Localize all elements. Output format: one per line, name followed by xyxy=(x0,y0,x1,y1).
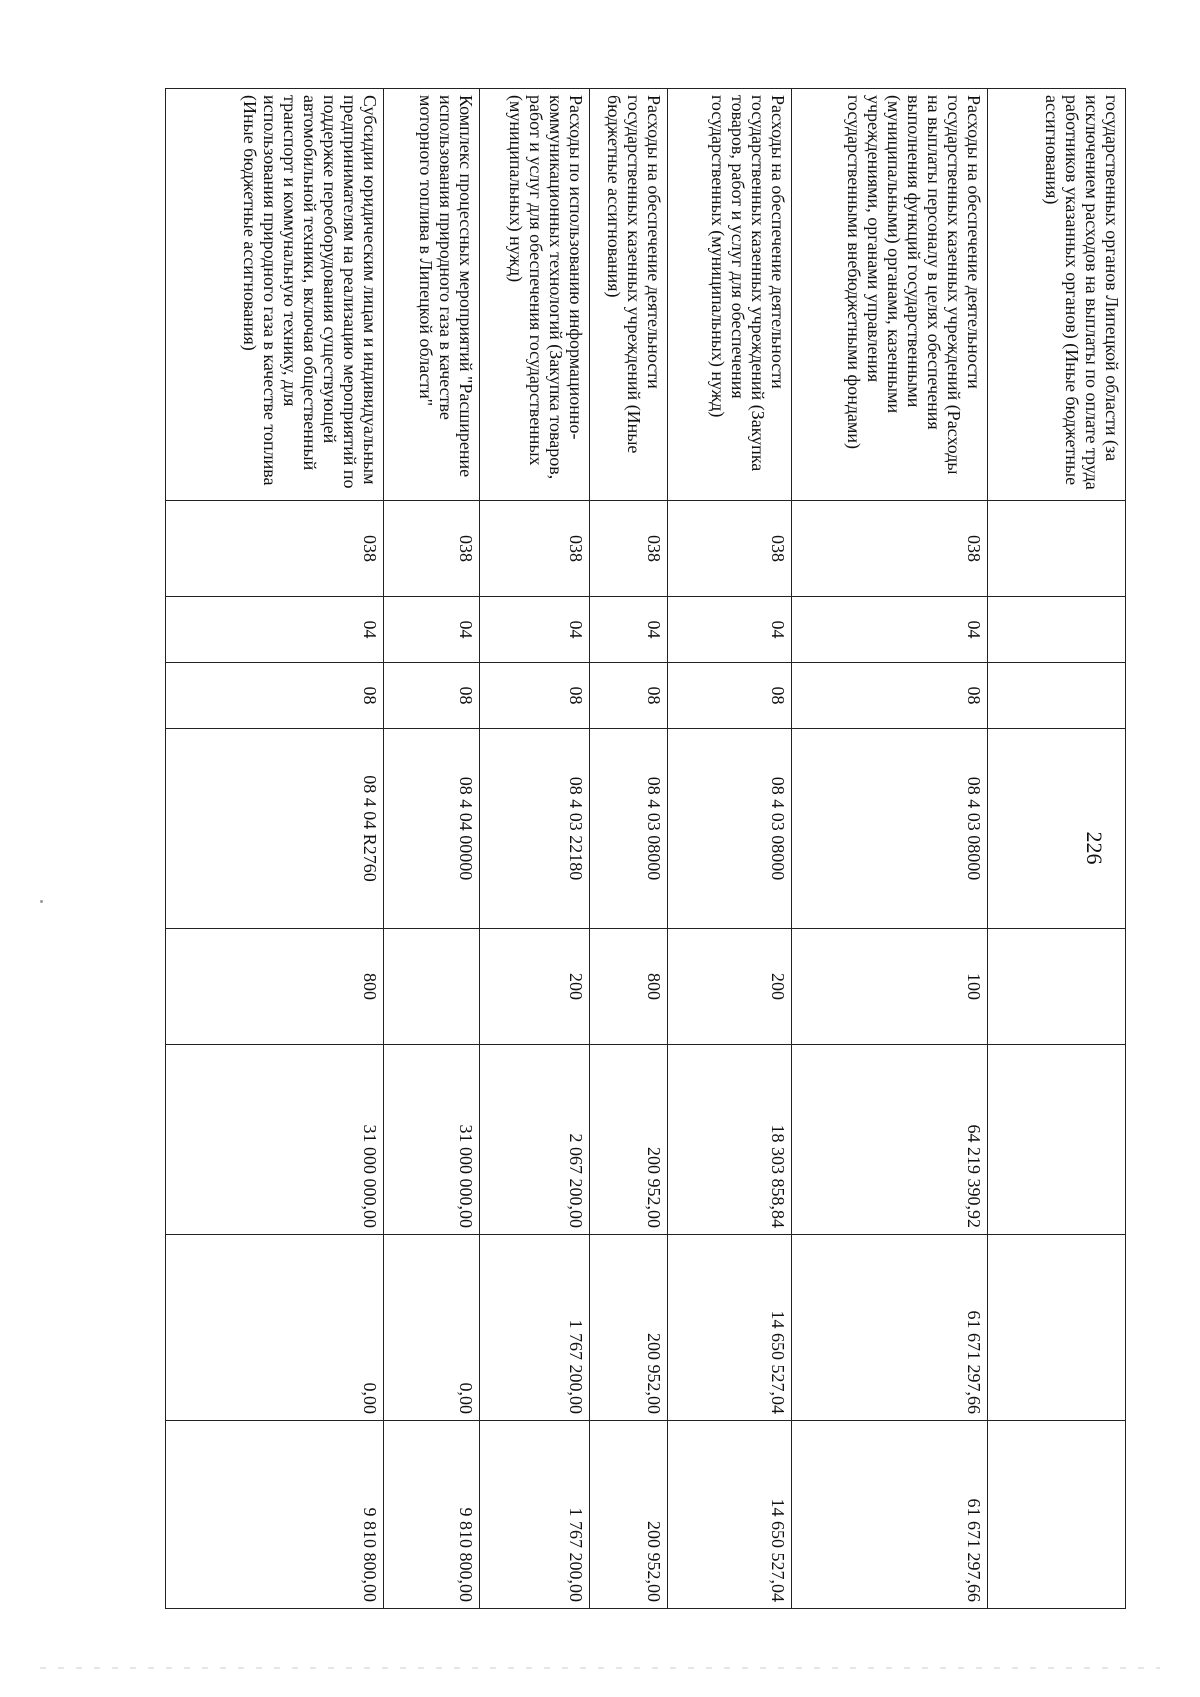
cell-csr: 08 4 04 R2760 xyxy=(166,729,384,929)
table-row xyxy=(590,89,668,1609)
row-description: Расходы на обеспечение деятельности государственных казенных учреждений (Закупка товаров, работ и услуг для обеспечения государственных (муниципальных) нужд) xyxy=(668,89,792,501)
cell-rz: 04 xyxy=(792,597,988,663)
cell-pr: 08 xyxy=(480,663,590,729)
row-description: Комплекс процессных мероприятий "Расширение использования природного газа в качестве моторного топлива в Липецкой области" xyxy=(384,89,480,501)
cell-rz: 04 xyxy=(384,597,480,663)
table-row xyxy=(480,89,590,1609)
page-number: 226 xyxy=(1082,831,1107,865)
cell-amount-3: 14 650 527,04 xyxy=(668,1421,792,1609)
row-description: Расходы по использованию информационно-коммуникационных технологий (Закупка товаров, работ и услуг для обеспечения государственных (муниципальных) нужд) xyxy=(480,89,590,501)
scan-speck xyxy=(40,900,43,903)
cell-amount-2: 14 650 527,04 xyxy=(668,1235,792,1421)
cell-rz: 04 xyxy=(590,597,668,663)
budget-table xyxy=(165,88,1126,1609)
cell-csr: 08 4 03 08000 xyxy=(668,729,792,929)
cell-amount-1: 18 303 858,84 xyxy=(668,1045,792,1235)
cell-amount-1: 31 000 000,00 xyxy=(166,1045,384,1235)
cell-vr xyxy=(988,929,1126,1045)
cell-gr: 038 xyxy=(480,501,590,597)
cell-vr xyxy=(384,929,480,1045)
cell-gr: 038 xyxy=(590,501,668,597)
cell-gr: 038 xyxy=(166,501,384,597)
table-row xyxy=(384,89,480,1609)
cell-rz: 04 xyxy=(166,597,384,663)
cell-amount-2: 61 671 297,66 xyxy=(792,1235,988,1421)
cell-amount-1: 2 067 200,00 xyxy=(480,1045,590,1235)
cell-pr: 08 xyxy=(384,663,480,729)
table-row xyxy=(668,89,792,1609)
cell-csr xyxy=(988,729,1126,929)
cell-amount-2: 0,00 xyxy=(166,1235,384,1421)
rotated-page-content xyxy=(166,88,1126,1608)
scan-artifact-line xyxy=(40,1667,1160,1669)
cell-pr: 08 xyxy=(590,663,668,729)
cell-amount-1: 64 219 390,92 xyxy=(792,1045,988,1235)
cell-amount-3: 9 810 800,00 xyxy=(166,1421,384,1609)
cell-vr: 200 xyxy=(480,929,590,1045)
cell-csr: 08 4 04 00000 xyxy=(384,729,480,929)
cell-rz: 04 xyxy=(668,597,792,663)
cell-rz xyxy=(988,597,1126,663)
cell-amount-3: 61 671 297,66 xyxy=(792,1421,988,1609)
table-row xyxy=(792,89,988,1609)
cell-amount-2: 1 767 200,00 xyxy=(480,1235,590,1421)
cell-amount-3 xyxy=(988,1421,1126,1609)
cell-csr: 08 4 03 08000 xyxy=(590,729,668,929)
cell-amount-3: 1 767 200,00 xyxy=(480,1421,590,1609)
table-row xyxy=(166,89,384,1609)
cell-csr: 08 4 03 22180 xyxy=(480,729,590,929)
cell-pr: 08 xyxy=(792,663,988,729)
row-description: Расходы на обеспечение деятельности государственных казенных учреждений (Расходы на выплаты персоналу в целях обеспечения выполнения функций государственными (муниципальными) органами, казенными учреждениями, органами управления государственными внебюджетными фондами) xyxy=(792,89,988,501)
cell-amount-3: 200 952,00 xyxy=(590,1421,668,1609)
cell-csr: 08 4 03 08000 xyxy=(792,729,988,929)
cell-amount-2: 0,00 xyxy=(384,1235,480,1421)
cell-gr: 038 xyxy=(668,501,792,597)
cell-vr: 100 xyxy=(792,929,988,1045)
table-row xyxy=(988,89,1126,1609)
cell-gr: 038 xyxy=(792,501,988,597)
cell-gr xyxy=(988,501,1126,597)
cell-vr: 200 xyxy=(668,929,792,1045)
cell-pr: 08 xyxy=(668,663,792,729)
row-description: Субсидии юридическим лицам и индивидуальным предпринимателям на реализацию мероприятий по поддержке переоборудования существующей автомобильной техники, включая общественный транспорт и коммунальную технику, для использования природного газа в качестве топлива (Иные бюджетные ассигнования) xyxy=(166,89,384,501)
row-description: государственных органов Липецкой области (за исключением расходов на выплаты по оплате труда работников указанных органов) (Иные бюджетные ассигнования) xyxy=(988,89,1126,501)
cell-gr: 038 xyxy=(384,501,480,597)
cell-vr: 800 xyxy=(590,929,668,1045)
cell-amount-2 xyxy=(988,1235,1126,1421)
cell-amount-1: 31 000 000,00 xyxy=(384,1045,480,1235)
cell-amount-1: 200 952,00 xyxy=(590,1045,668,1235)
cell-amount-3: 9 810 800,00 xyxy=(384,1421,480,1609)
cell-amount-2: 200 952,00 xyxy=(590,1235,668,1421)
row-description: Расходы на обеспечение деятельности государственных казенных учреждений (Иные бюджетные ассигнования) xyxy=(590,89,668,501)
cell-amount-1 xyxy=(988,1045,1126,1235)
cell-vr: 800 xyxy=(166,929,384,1045)
cell-pr xyxy=(988,663,1126,729)
cell-pr: 08 xyxy=(166,663,384,729)
cell-rz: 04 xyxy=(480,597,590,663)
